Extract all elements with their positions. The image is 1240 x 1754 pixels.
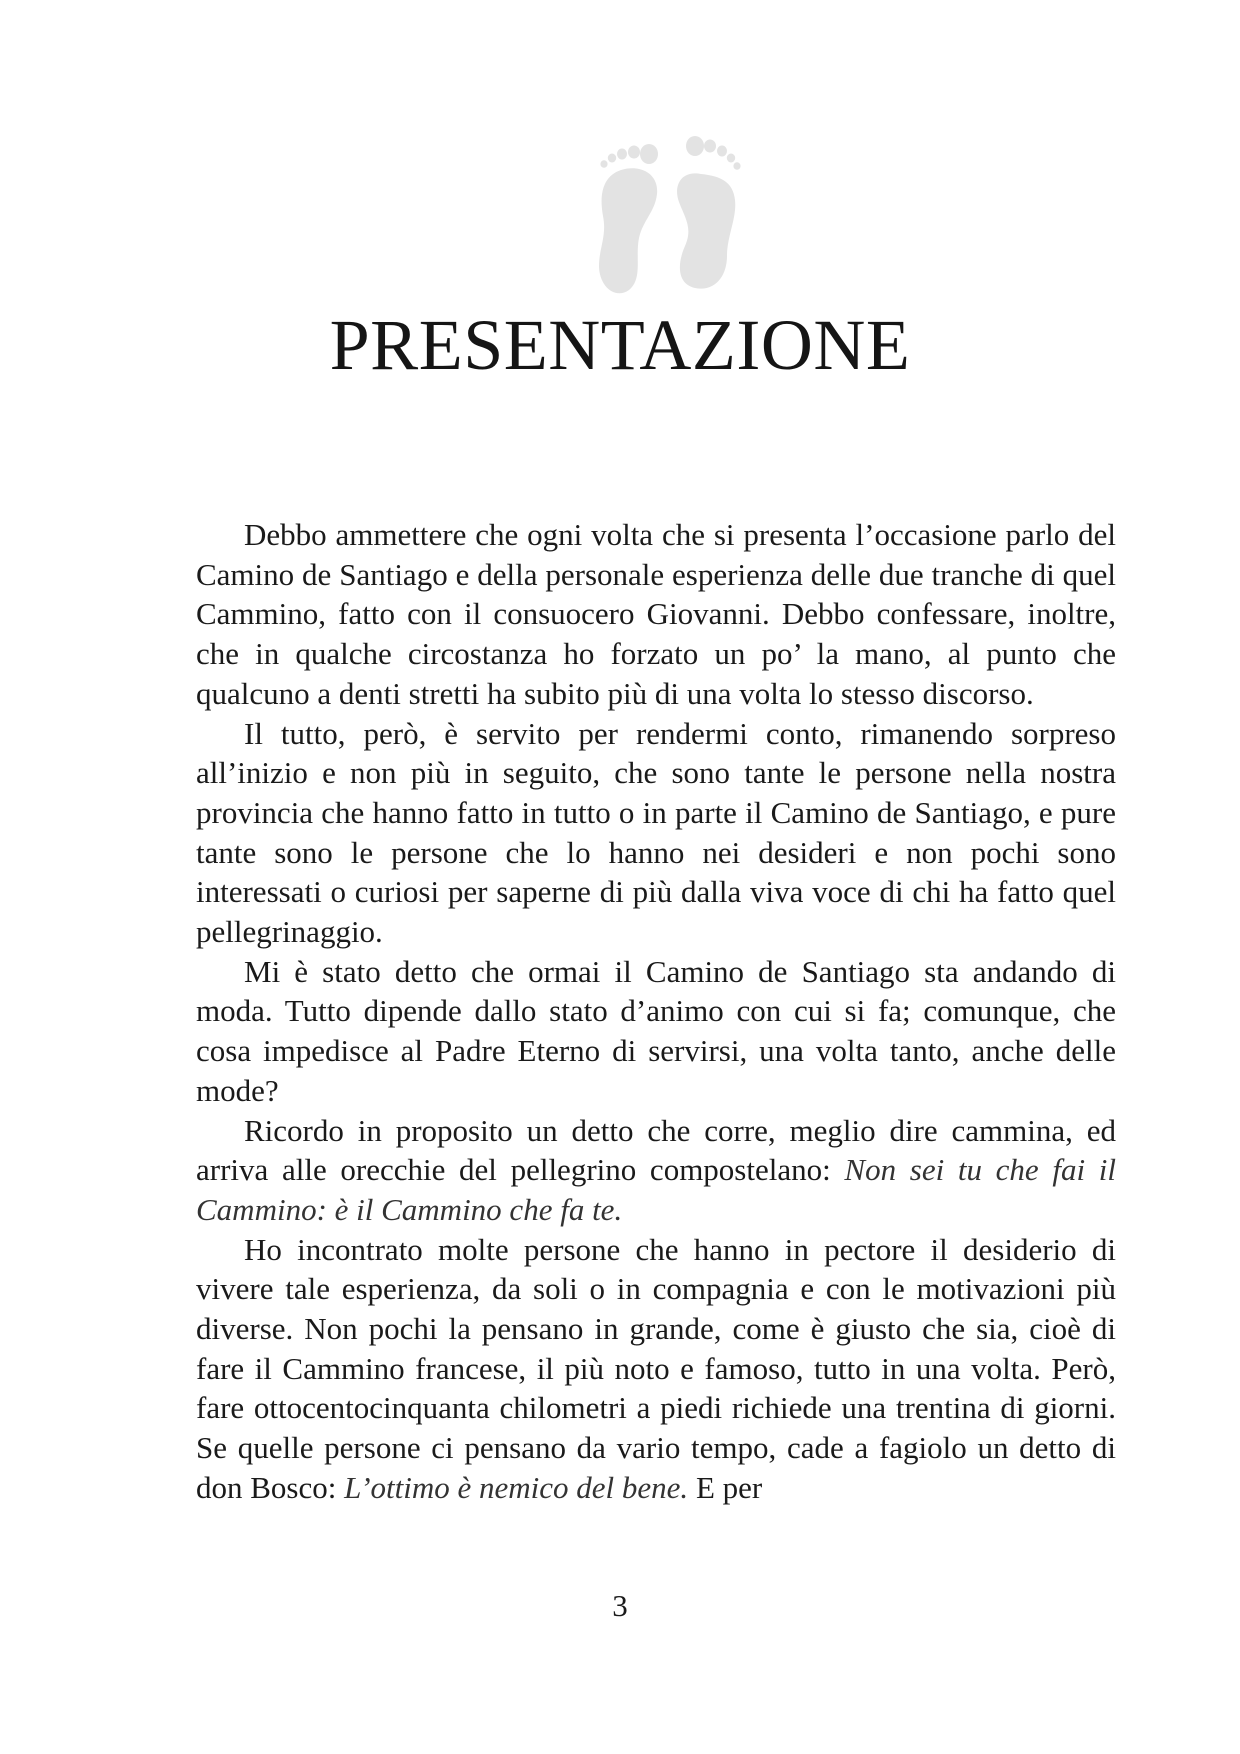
paragraph-text: Ricordo in proposito un detto che corre, meglio dire cammina, ed arriva alle orecchie del pellegrino compostelano: xyxy=(196,1112,1116,1188)
paragraph-4 xyxy=(196,1111,1116,1230)
chapter-title: PRESENTAZIONE xyxy=(329,305,911,385)
paragraph-1 xyxy=(196,515,1116,714)
paragraph-text: Ho incontrato molte persone che hanno in pectore il desiderio di vivere tale esperienza, da soli o in compagnia e con le motivazioni più diverse. Non pochi la pensano in grande, come è giusto che sia, cioè di fare il Cammino francese, il più noto e famoso, tutto in una volta. Però, fare ottocentocinquanta chilometri a piedi richiede una trentina di giorni. Se quelle persone ci pensano da vario tempo, cade a fagiolo un detto di don Bosco: xyxy=(196,1231,1116,1505)
italic-quote: Non sei tu che fai il Cammino: è il Cammino che fa te. xyxy=(196,1152,1116,1227)
paragraph-tail: E per xyxy=(688,1469,763,1505)
paragraph-text: Mi è stato detto che ormai il Camino de Santiago sta andando di moda. Tutto dipende dallo stato d’animo con cui si fa; comunque, che cosa impedisce al Padre Eterno di servirsi, una volta tanto, anche delle mode? xyxy=(196,953,1116,1108)
italic-quote: L’ottimo è nemico del bene. xyxy=(344,1469,689,1505)
page-number: 3 xyxy=(612,1588,628,1623)
body-text xyxy=(196,515,1116,1508)
paragraph-3 xyxy=(196,952,1116,1111)
footprints-icon xyxy=(577,136,761,296)
paragraph-text: Il tutto, però, è servito per rendermi conto, rimanendo sorpreso all’inizio e non più in seguito, che sono tante le persone nella nostra provincia che hanno fatto in tutto o in parte il Camino de Santiago, e pure tante sono le persone che lo hanno nei desideri e non pochi sono interessati o curiosi per saperne di più dalla viva voce di chi ha fatto quel pellegrinaggio. xyxy=(196,715,1116,950)
paragraph-5 xyxy=(196,1230,1116,1508)
paragraph-text: Debbo ammettere che ogni volta che si presenta l’occasione parlo del Camino de Santiago e della personale esperienza delle due tranche di quel Cammino, fatto con il consuocero Giovanni. Debbo confessare, inoltre, che in qualche circostanza ho forzato un po’ la mano, al punto che qualcuno a denti stretti ha subito più di una volta lo stesso discorso. xyxy=(196,517,1116,711)
paragraph-2 xyxy=(196,714,1116,952)
